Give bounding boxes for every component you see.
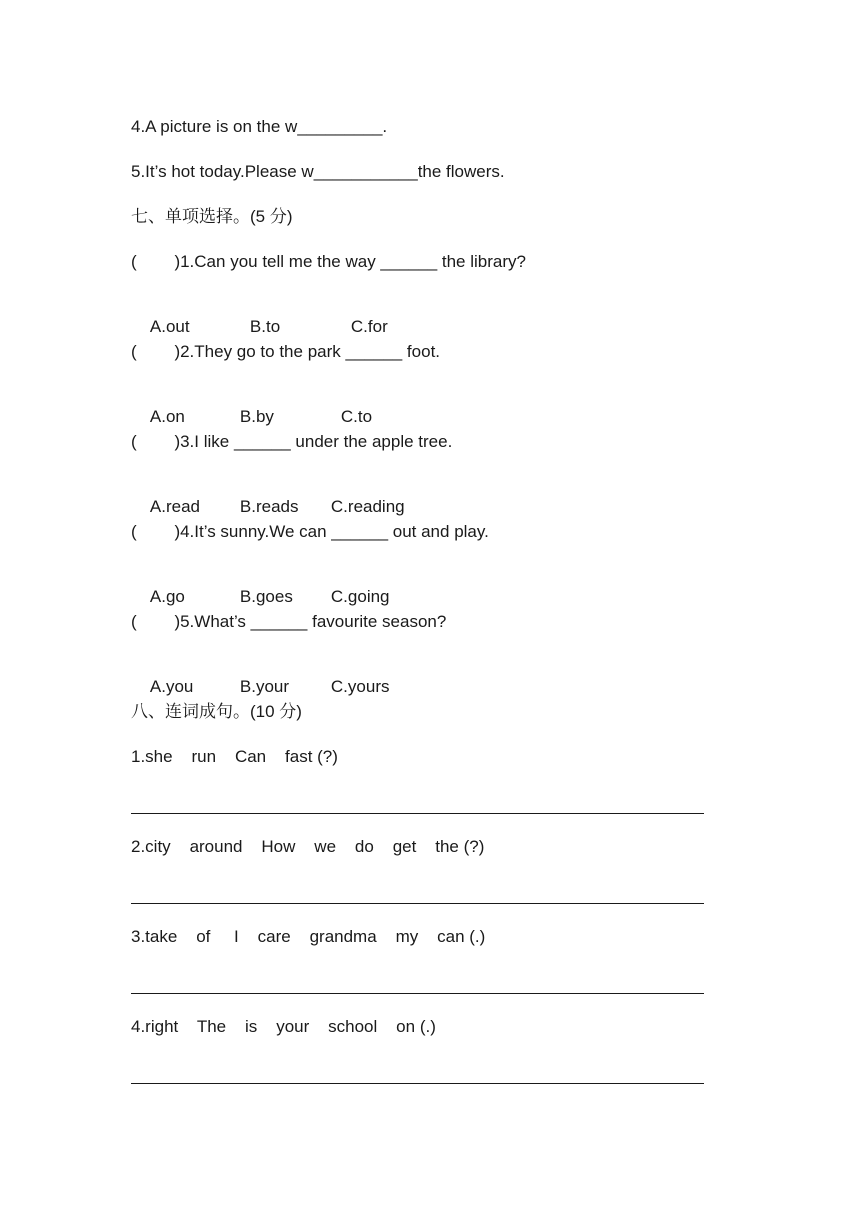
option-c: C.yours [330,677,390,696]
mc-options-1 [131,297,388,336]
option-c: C.for [350,317,388,336]
option-a: A.out [149,317,190,336]
option-c: C.to [340,407,373,426]
answer-line-1[interactable] [131,813,704,814]
option-a: A.go [149,587,185,606]
option-b: B.reads [239,497,299,516]
mc-question-5: ( )5.What’s ______ favourite season? [131,612,447,631]
mc-options-3 [131,477,405,516]
option-b: B.goes [239,587,293,606]
option-a: A.read [149,497,200,516]
section-8-heading: 八、连词成句。(10 分) [131,702,302,721]
mc-question-3: ( )3.I like ______ under the apple tree. [131,432,453,451]
mc-question-4: ( )4.It’s sunny.We can ______ out and play. [131,522,489,541]
mc-question-2: ( )2.They go to the park ______ foot. [131,342,441,361]
option-a: A.you [149,677,194,696]
word-order-question-4: 4.right The is your school on (.) [131,1017,436,1036]
answer-line-2[interactable] [131,903,704,904]
answer-line-3[interactable] [131,993,704,994]
mc-options-2 [131,387,373,426]
option-a: A.on [149,407,185,426]
option-b: B.by [239,407,274,426]
fill-blank-item-4: 4.A picture is on the w_________. [131,117,388,136]
section-7-heading: 七、单项选择。(5 分) [131,207,293,226]
option-c: C.reading [330,497,405,516]
fill-blank-item-5: 5.It’s hot today.Please w___________the flowers. [131,162,505,181]
answer-line-4[interactable] [131,1083,704,1084]
mc-question-1: ( )1.Can you tell me the way ______ the library? [131,252,526,271]
option-b: B.to [249,317,281,336]
option-c: C.going [330,587,390,606]
word-order-question-3: 3.take of I care grandma my can (.) [131,927,486,946]
word-order-question-1: 1.she run Can fast (?) [131,747,338,766]
mc-options-5 [131,657,390,696]
mc-options-4 [131,567,390,606]
word-order-question-2: 2.city around How we do get the (?) [131,837,485,856]
option-b: B.your [239,677,290,696]
